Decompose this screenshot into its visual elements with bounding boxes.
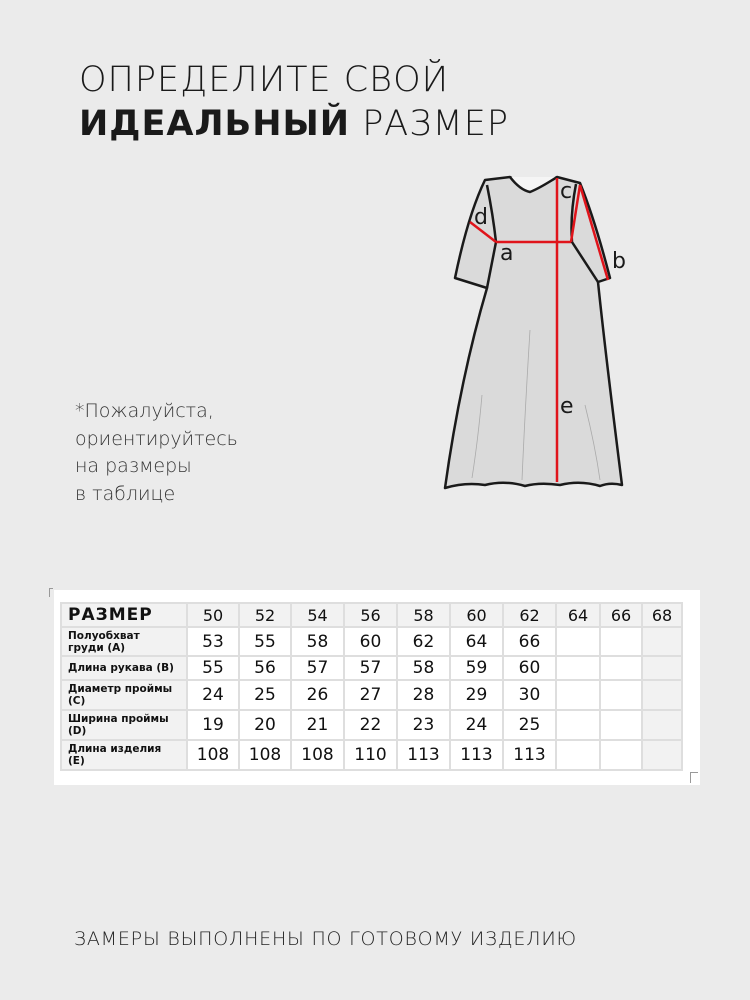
- row-label-line: Длина изделия: [68, 743, 162, 755]
- size-cell: 64: [556, 603, 600, 627]
- value-cell: [600, 656, 642, 680]
- value-cell: 53: [187, 627, 239, 656]
- value-cell: [600, 740, 642, 770]
- value-cell: 25: [503, 710, 556, 740]
- label-c: c: [560, 179, 573, 204]
- table-row: [61, 680, 682, 710]
- row-label: [61, 680, 187, 710]
- row-label: [61, 740, 187, 770]
- note-line: *Пожалуйста,: [75, 400, 214, 422]
- table-row: [61, 627, 682, 656]
- row-label-line: (C): [68, 695, 86, 707]
- value-cell: [600, 680, 642, 710]
- value-cell: 22: [344, 710, 397, 740]
- value-cell: [642, 710, 682, 740]
- value-cell: [642, 680, 682, 710]
- value-cell: 113: [450, 740, 503, 770]
- row-label-line: Длина рукава (B): [68, 662, 174, 674]
- value-cell: [600, 710, 642, 740]
- note-line: в таблице: [75, 482, 176, 505]
- title-rest: РАЗМЕР: [350, 104, 509, 144]
- row-label-line: Диаметр проймы: [68, 683, 173, 695]
- value-cell: [600, 627, 642, 656]
- table-header-row: [61, 603, 682, 627]
- table-row: [61, 740, 682, 770]
- value-cell: 27: [344, 680, 397, 710]
- label-a: a: [500, 241, 514, 266]
- table-row: [61, 656, 682, 680]
- size-cell: 50: [187, 603, 239, 627]
- row-label-line: Полуобхват: [68, 629, 140, 642]
- size-cell: 62: [503, 603, 556, 627]
- row-label: [61, 656, 187, 680]
- value-cell: 19: [187, 710, 239, 740]
- value-cell: 28: [397, 680, 450, 710]
- row-label-line: Ширина проймы: [68, 713, 169, 725]
- value-cell: 57: [344, 656, 397, 680]
- value-cell: [642, 627, 682, 656]
- dress-measurement-diagram: [430, 160, 650, 500]
- value-cell: 60: [503, 656, 556, 680]
- value-cell: 108: [291, 740, 344, 770]
- label-d: d: [474, 205, 488, 230]
- title-line-1: ОПРЕДЕЛИТЕ СВОЙ: [79, 60, 450, 100]
- value-cell: [556, 680, 600, 710]
- value-cell: 24: [187, 680, 239, 710]
- value-cell: [556, 627, 600, 656]
- value-cell: 26: [291, 680, 344, 710]
- size-note: [75, 398, 238, 508]
- row-label-line: (D): [68, 725, 87, 737]
- size-table: [60, 602, 683, 771]
- value-cell: 23: [397, 710, 450, 740]
- value-cell: 59: [450, 656, 503, 680]
- page-title: [79, 58, 509, 146]
- footer-note: ЗАМЕРЫ ВЫПОЛНЕНЫ ПО ГОТОВОМУ ИЗДЕЛИЮ: [74, 928, 577, 950]
- row-label-line: груди (A): [68, 641, 126, 654]
- size-cell: 58: [397, 603, 450, 627]
- value-cell: [642, 656, 682, 680]
- value-cell: [642, 740, 682, 770]
- title-line-2: [79, 102, 509, 146]
- row-label: [61, 710, 187, 740]
- value-cell: 57: [291, 656, 344, 680]
- label-b: b: [612, 249, 626, 274]
- value-cell: 55: [187, 656, 239, 680]
- value-cell: 60: [344, 627, 397, 656]
- row-label-line: (E): [68, 755, 85, 767]
- note-line: на размеры: [75, 455, 192, 477]
- value-cell: 55: [239, 627, 291, 656]
- size-cell: 52: [239, 603, 291, 627]
- header-label: РАЗМЕР: [61, 603, 187, 627]
- row-label: [61, 627, 187, 656]
- value-cell: 108: [187, 740, 239, 770]
- size-cell: 54: [291, 603, 344, 627]
- value-cell: 24: [450, 710, 503, 740]
- value-cell: [556, 710, 600, 740]
- value-cell: 110: [344, 740, 397, 770]
- value-cell: 58: [397, 656, 450, 680]
- size-cell: 56: [344, 603, 397, 627]
- value-cell: 113: [503, 740, 556, 770]
- value-cell: 58: [291, 627, 344, 656]
- value-cell: 108: [239, 740, 291, 770]
- size-cell: 68: [642, 603, 682, 627]
- value-cell: 29: [450, 680, 503, 710]
- table-row: [61, 710, 682, 740]
- size-cell: 60: [450, 603, 503, 627]
- table-corner-mark: [690, 772, 698, 783]
- value-cell: 66: [503, 627, 556, 656]
- value-cell: 64: [450, 627, 503, 656]
- value-cell: 20: [239, 710, 291, 740]
- value-cell: [556, 656, 600, 680]
- title-bold-word: ИДЕАЛЬНЫЙ: [79, 104, 351, 144]
- value-cell: 62: [397, 627, 450, 656]
- value-cell: [556, 740, 600, 770]
- value-cell: 30: [503, 680, 556, 710]
- value-cell: 21: [291, 710, 344, 740]
- size-cell: 66: [600, 603, 642, 627]
- label-e: e: [560, 394, 574, 419]
- note-line: ориентируйтесь: [75, 427, 238, 450]
- table-corner-mark: [49, 588, 53, 597]
- value-cell: 113: [397, 740, 450, 770]
- value-cell: 56: [239, 656, 291, 680]
- value-cell: 25: [239, 680, 291, 710]
